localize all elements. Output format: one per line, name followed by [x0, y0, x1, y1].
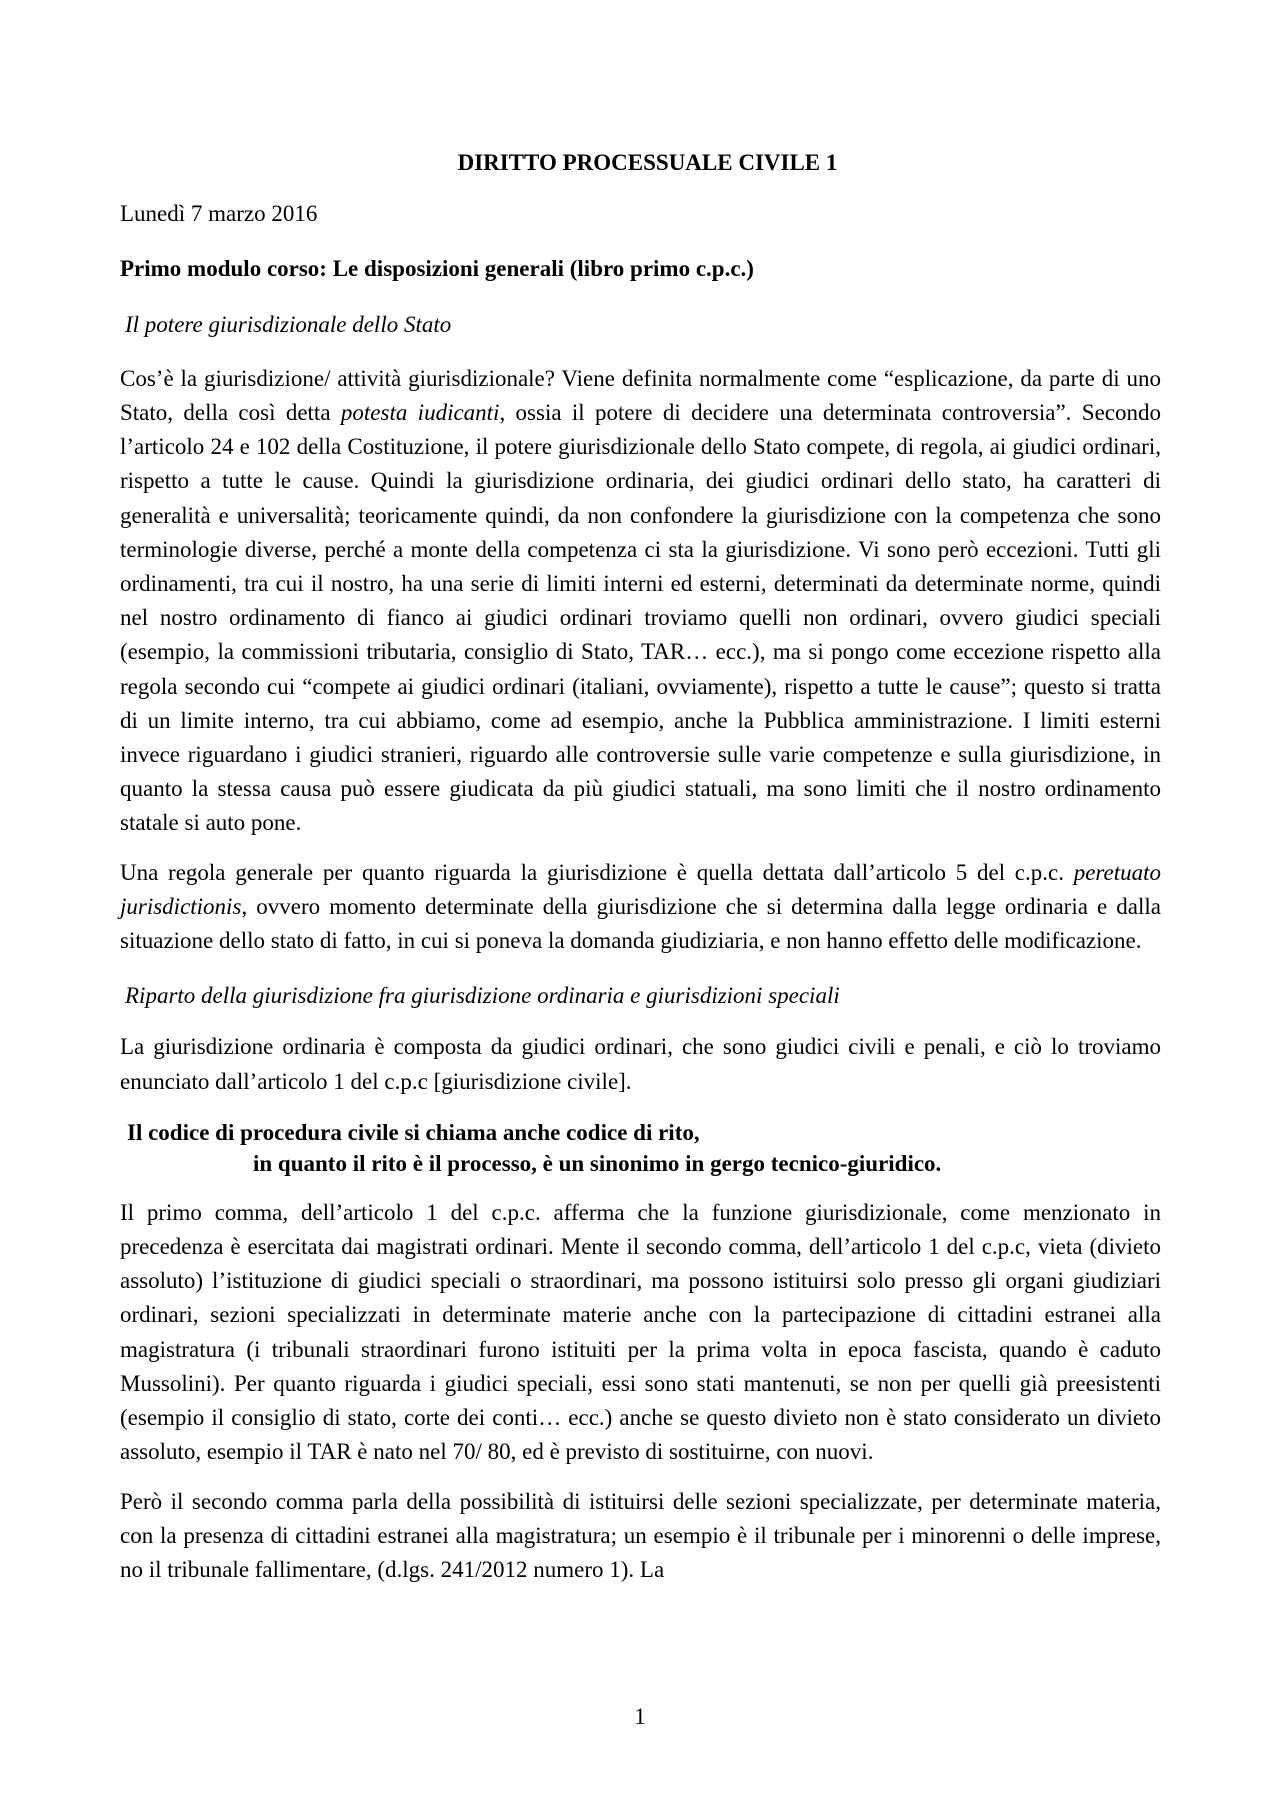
- paragraph-secondo-comma: Però il secondo comma parla della possibilità di istituirsi delle sezioni specializzate, per determinate materia, con la presenza di cittadini estranei alla magistratura; un esempio è il tribunale per i minorenni o delle imprese, no il tribunale fallimentare, (d.lgs. 241/2012 numero 1). La: [120, 1488, 1161, 1582]
- document-title: DIRITTO PROCESSUALE CIVILE 1: [457, 150, 838, 175]
- callout-line-2: in quanto il rito è il processo, è un sinonimo in gergo tecnico-giuridico.: [253, 1150, 942, 1176]
- section-heading: Primo modulo corso: Le disposizioni generali (libro primo c.p.c.): [120, 256, 754, 282]
- paragraph-regola-generale: [120, 856, 1161, 959]
- lecture-date: Lunedì 7 marzo 2016: [120, 201, 318, 227]
- subheading-potere: Il potere giurisdizionale dello Stato: [125, 311, 452, 337]
- paragraph-primo-comma: Il primo comma, dell’articolo 1 del c.p.c. afferma che la funzione giurisdizionale, come menzionato in precedenza è esercitata dai magistrati ordinari. Mente il secondo comma, dell’articolo 1 del c.p.c, vieta (divieto assoluto) l’istituzione di giudici speciali o straordinari, ma possono istituirsi solo presso gli organi giudiziari ordinari, sezioni specializzati in determinate materie anche con la partecipazione di cittadini estranei alla magistratura (i tribunali straordinari furono istituiti per la prima volta in epoca fascista, quando è caduto Mussolini). Per quanto riguarda i giudici speciali, essi sono stati mantenuti, se non per quelli già preesistenti (esempio il consiglio di stato, corte dei conti… ecc.) anche se questo divieto non è stato considerato un divieto assoluto, esempio il TAR è nato nel 70/ 80, ed è previsto di sostituirne, con nuovi.: [120, 1199, 1161, 1465]
- italic-term: peretuato jurisdictionis,: [120, 859, 1161, 919]
- subheading-riparto: Riparto della giurisdizione fra giurisdizione ordinaria e giurisdizioni speciali: [125, 983, 840, 1009]
- paragraph-text: Una regola generale per quanto riguarda la giurisdizione è quella dettata dall’articolo 5 del c.p.c.: [120, 859, 1074, 885]
- paragraph-text: , ossia il potere di decidere una determinata controversia”. Secondo l’articolo 24 e 102 della Costituzione, il potere giurisdizionale dello Stato compete, di regola, ai giudici ordinari, rispetto a tutte le cause. Quindi la giurisdizione ordinaria, dei giudici ordinari dello stato, ha caratteri di generalità e universalità; teoricamente quindi, da non confondere la giurisdizione con la competenza che sono terminologie diverse, perché a monte della competenza ci sta la giurisdizione. Vi sono però eccezioni. Tutti gli ordinamenti, tra cui il nostro, ha una serie di limiti interni ed esterni, determinati da determinate norme, quindi nel nostro ordinamento di fianco ai giudici ordinari troviamo quelli non ordinari, ovvero giudici speciali (esempio, la commissioni tributaria, consiglio di Stato, TAR… ecc.), ma si pongo come eccezione rispetto alla regola secondo cui “compete ai giudici ordinari (italiani, ovviamente), rispetto a tutte le cause”; questo si tratta di un limite interno, tra cui abbiamo, come ad esempio, anche la Pubblica amministrazione. I limiti esterni invece riguardano i giudici stranieri, riguardo alle controversie sulle varie competenze e sulla giurisdizione, in quanto la stessa causa può essere giudicata da più giudici statuali, ma sono limiti che il nostro ordinamento statale si auto pone.: [120, 400, 1161, 836]
- paragraph-text: Cos’è la giurisdizione/ attività giurisdizionale? Viene definita normalmente come “esplicazione, da parte di uno Stato, della così detta: [120, 365, 1161, 426]
- paragraph-text: ovvero momento determinate della giurisdizione che si determina dalla legge ordinaria e dalla situazione dello stato di fatto, in cui si poneva la domanda giudiziaria, e non hanno effetto delle modificazione.: [120, 893, 1161, 954]
- italic-term: potesta iudicanti: [340, 400, 500, 426]
- page-content: [120, 146, 1161, 1587]
- page-number: 1: [634, 1704, 646, 1729]
- callout-codice-di-rito: [127, 1117, 1161, 1179]
- callout-line-1: Il codice di procedura civile si chiama anche codice di rito,: [127, 1119, 700, 1145]
- paragraph-giurisdizione-ordinaria: La giurisdizione ordinaria è composta da giudici ordinari, che sono giudici civili e penali, e ciò lo troviamo enunciato dall’articolo 1 del c.p.c [giurisdizione civile].: [120, 1034, 1161, 1094]
- paragraph-giurisdizione: [120, 362, 1161, 841]
